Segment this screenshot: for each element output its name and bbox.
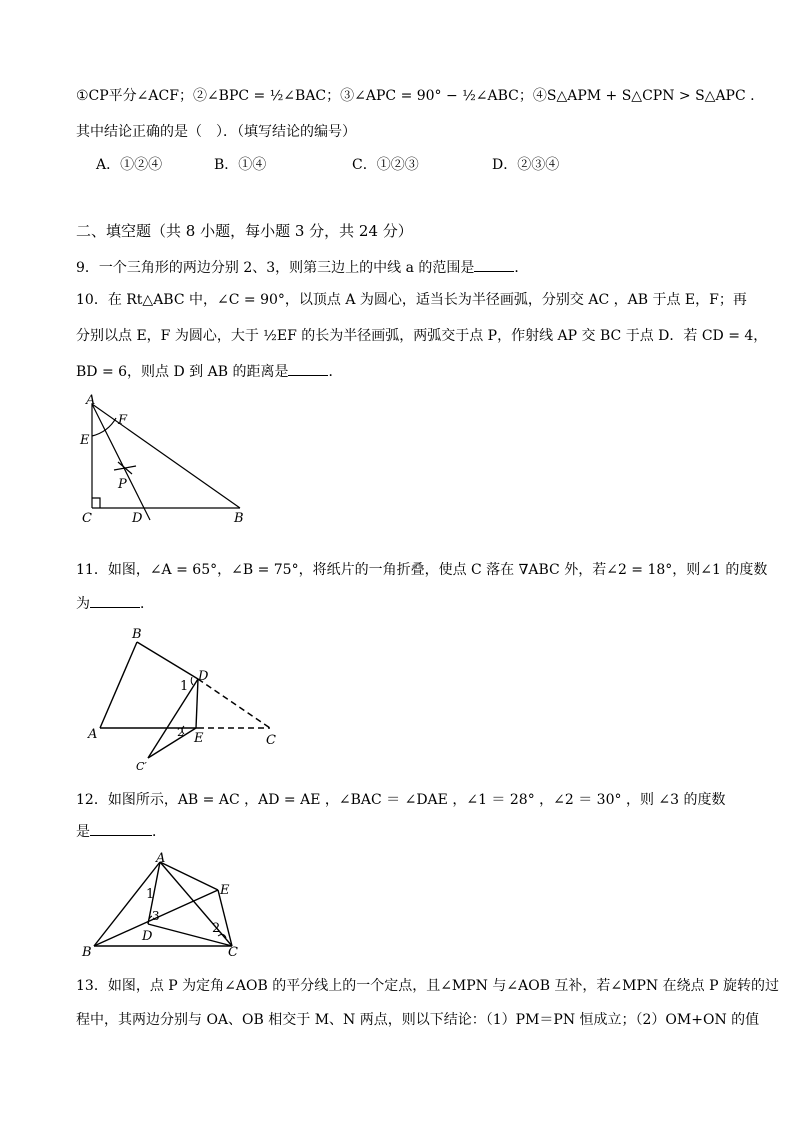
q10-line3-text: BD = 6，则点 D 到 AB 的距离是 — [76, 364, 289, 380]
q12-label-e: E — [220, 883, 230, 898]
q11-fold-ec1 — [148, 728, 196, 758]
q11-fold-dc1 — [148, 679, 198, 758]
q12-label-2: 2 — [212, 921, 221, 936]
q8-question: 其中结论正确的是（ ）．（填写结论的编号） — [76, 124, 356, 140]
q12-line1: 12．如图所示，AB = AC ，AD = AE ，∠BAC ＝ ∠DAE ，∠1 ＝ 28° ，∠2 ＝ 30° ，则 ∠3 的度数 — [76, 792, 726, 808]
q10-arc-p2 — [118, 462, 132, 474]
q10-answer-blank[interactable] — [288, 375, 328, 376]
q11-label-c-prime: C′ — [136, 760, 147, 772]
q11-angle1-arc — [191, 677, 193, 685]
q8-conclusions — [76, 86, 755, 106]
q10-right-angle — [92, 498, 100, 508]
q11-label-1: 1 — [180, 679, 189, 694]
q12-label-c: C — [228, 945, 238, 960]
q8-conclusions-text: ①CP平分∠ACF；②∠BPC = ½∠BAC；③∠APC = 90° − ½∠ABC；④S△APM + S△CPN > S△APC . — [76, 88, 755, 104]
q13-line2: 程中，其两边分别与 OA、OB 相交于 M、N 两点，则以下结论：（1）PM＝PN 恒成立；（2）OM+ON 的值 — [76, 1012, 760, 1028]
q11-label-c: C — [266, 733, 276, 748]
q11-label-d: D — [198, 669, 209, 684]
q10-label-e: E — [80, 433, 90, 448]
q10-label-a: A — [86, 393, 96, 408]
q12-label-1: 1 — [146, 887, 155, 902]
q11-side-bd — [137, 642, 198, 679]
q11-label-e: E — [194, 731, 204, 746]
q10-side-ab — [92, 404, 240, 508]
q10-line3 — [76, 362, 342, 382]
q12-line2 — [76, 822, 166, 842]
q11-dash-dc — [198, 679, 270, 728]
q13-line1: 13．如图，点 P 为定角∠AOB 的平分线上的一个定点，且∠MPN 与∠AOB 互补，若∠MPN 在绕点 P 旋转的过 — [76, 978, 779, 994]
q11-line2 — [76, 594, 154, 614]
q12-label-3: 3 — [152, 909, 160, 923]
q10-line1: 10．在 Rt△ABC 中，∠C = 90°，以顶点 A 为圆心，适当长为半径画弧，分别交 AC ，AB 于点 E，F；再 — [76, 292, 747, 308]
q8-option-a: A．①②④ — [96, 157, 163, 173]
q9-text: 9．一个三角形的两边分别 2、3，则第三边上的中线 a 的范围是 — [76, 260, 475, 276]
q9-end: ． — [514, 260, 529, 276]
q9-answer-blank[interactable] — [474, 271, 514, 272]
q10-end: ． — [328, 364, 343, 380]
q10-label-d: D — [132, 511, 143, 526]
q11-label-b: B — [132, 627, 142, 642]
q11-label-a: A — [88, 727, 98, 742]
q11-line2-text: 为 — [76, 596, 90, 612]
q12-seg-ae — [160, 862, 218, 890]
q12-figure — [78, 852, 258, 964]
q12-label-d: D — [142, 929, 153, 944]
section-heading: 二、填空题（共 8 小题，每小题 3 分，共 24 分） — [76, 222, 413, 240]
q8-option-b: B．①④ — [214, 157, 267, 173]
q9 — [76, 258, 528, 278]
q11-line1: 11．如图，∠A = 65°，∠B = 75°，将纸片的一角折叠，使点 C 落在 ∇ABC 外，若∠2 = 18°，则∠1 的度数 — [76, 562, 768, 578]
q10-label-f: F — [118, 413, 128, 428]
q10-label-b: B — [234, 511, 244, 526]
q10-figure — [70, 392, 260, 528]
q10-label-p: P — [118, 477, 127, 492]
q12-answer-blank[interactable] — [90, 835, 152, 836]
q10-label-c: C — [82, 511, 92, 526]
q10-line2: 分别以点 E，F 为圆心，大于 ½EF 的长为半径画弧，两弧交于点 P，作射线 AP 交 BC 于点 D．若 CD = 4， — [76, 328, 768, 344]
q11-fold-de — [196, 679, 198, 728]
q12-line2-text: 是 — [76, 824, 90, 840]
q11-end: ． — [140, 596, 154, 612]
q12-label-a: A — [156, 852, 166, 866]
q11-figure — [80, 622, 290, 772]
q12-end: ． — [152, 824, 166, 840]
q11-answer-blank[interactable] — [90, 607, 140, 608]
q11-label-2: 2 — [177, 726, 184, 739]
q11-side-ab — [100, 642, 137, 728]
q12-label-b: B — [82, 945, 92, 960]
q8-option-c: C．①②③ — [352, 157, 419, 173]
q8-option-d: D．②③④ — [492, 157, 560, 173]
